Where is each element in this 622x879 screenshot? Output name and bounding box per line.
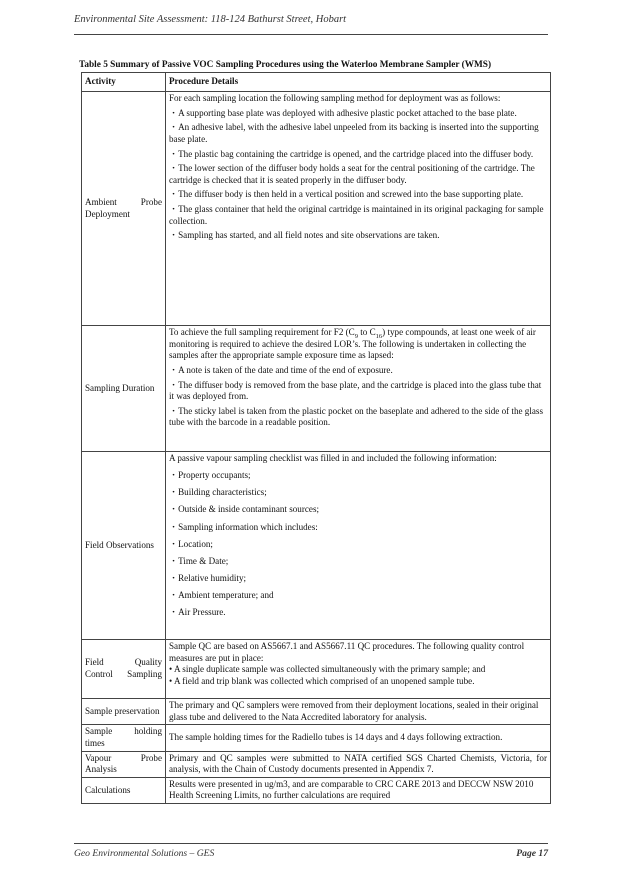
activity-cell: Ambient Probe Deployment — [82, 92, 166, 326]
procedure-cell: The sample holding times for the Radiello tubes is 14 days and 4 days following extraction. — [166, 725, 551, 751]
activity-cell: Calculations — [82, 777, 166, 803]
list-item: ・Property occupants; — [169, 470, 251, 481]
table-row — [82, 326, 551, 452]
list-item: • A single duplicate sample was collected simultaneously with the primary sample; and — [169, 664, 486, 675]
activity-cell: Sampling Duration — [82, 326, 166, 452]
activity-cell: Sample holding times — [82, 725, 166, 751]
procedure-cell — [166, 92, 551, 326]
list-item: ・Building characteristics; — [169, 487, 267, 498]
activity-cell: Vapour Probe Analysis — [82, 751, 166, 777]
procedure-cell — [166, 640, 551, 699]
intro-text: ) type compounds, at least one week of air monitoring is required to achieve the desired LOR’s. The following is undertaken in collecting the samples after the appropriate sample exposure time as lapsed: — [169, 327, 536, 361]
running-header: Environmental Site Assessment: 118-124 Bathurst Street, Hobart — [74, 14, 347, 25]
column-header-procedure: Procedure Details — [166, 73, 551, 92]
list-item: ・Sampling has started, and all field notes and site observations are taken. — [169, 230, 440, 241]
list-item: ・An adhesive label, with the adhesive label unpeeled from its backing is inserted into the supporting base plate. — [169, 122, 539, 144]
list-item: ・The sticky label is taken from the plastic pocket on the baseplate and adhered to the side of the glass tube with the barcode in a readable position. — [169, 405, 543, 428]
procedure-intro: For each sampling location the following sampling method for deployment was as follows: — [169, 93, 501, 103]
list-item: ・Relative humidity; — [169, 572, 247, 583]
list-item: ・Outside & inside contaminant sources; — [169, 504, 320, 515]
intro-text: to C — [357, 327, 376, 337]
intro-text: To achieve the full sampling requirement for F2 (C — [169, 327, 355, 337]
procedure-cell: Primary and QC samples were submitted to NATA certified SGS Charted Chemists, Victoria, for analysis, with the Chain of Custody documents presented in Appendix 7. — [166, 751, 551, 777]
procedure-cell: The primary and QC samplers were removed from their deployment locations, sealed in their original glass tube and delivered to the Nata Accredited laboratory for analysis. — [166, 699, 551, 725]
table-row — [82, 92, 551, 326]
list-item: ・Time & Date; — [169, 555, 229, 566]
activity-cell: Field Quality Control Sampling — [82, 640, 166, 699]
procedures-table — [81, 72, 551, 804]
table-row — [82, 699, 551, 725]
table-row — [82, 751, 551, 777]
list-item: ・The lower section of the diffuser body holds a seat for the central positioning of the cartridge. The cartridge is checked that it is seated properly in the diffuser body. — [169, 163, 535, 185]
procedure-intro — [169, 327, 547, 362]
table-row — [82, 725, 551, 751]
list-item: ・Sampling information which includes: — [169, 521, 318, 532]
table-caption: Table 5 Summary of Passive VOC Sampling Procedures using the Waterloo Membrane Sampler (WMS) — [79, 60, 492, 70]
table-header-row — [82, 73, 551, 92]
list-item: ・The plastic bag containing the cartridge is opened, and the cartridge placed into the diffuser body. — [169, 148, 534, 159]
page-number: Page 17 — [516, 848, 548, 859]
table-row — [82, 452, 551, 640]
table-row — [82, 640, 551, 699]
procedure-cell: Results were presented in ug/m3, and are comparable to CRC CARE 2013 and DECCW NSW 2010 Health Screening Limits, no further calculations are required — [166, 777, 551, 803]
list-item: ・Location; — [169, 538, 213, 549]
procedure-intro: Sample QC are based on AS5667.1 and AS5667.11 QC procedures. The following quality control measures are put in place: — [169, 641, 525, 663]
footer-divider — [74, 843, 548, 844]
subscript: 9 — [354, 332, 358, 340]
procedure-cell — [166, 452, 551, 640]
table-row — [82, 777, 551, 803]
footer-company: Geo Environmental Solutions – GES — [74, 848, 215, 859]
list-item: • A field and trip blank was collected which comprised of an unopened sample tube. — [169, 675, 475, 686]
list-item: ・A supporting base plate was deployed with adhesive plastic pocket attached to the base plate. — [169, 107, 517, 118]
running-footer — [74, 848, 548, 859]
procedure-intro: A passive vapour sampling checklist was filled in and included the following information: — [169, 453, 497, 463]
header-divider — [74, 34, 548, 35]
activity-cell: Field Observations — [82, 452, 166, 640]
list-item: ・A note is taken of the date and time of the end of exposure. — [169, 364, 393, 375]
list-item: ・The diffuser body is removed from the base plate, and the cartridge is placed into the glass tube that it was deployed from. — [169, 379, 542, 402]
procedure-cell — [166, 326, 551, 452]
list-item: ・The glass container that held the original cartridge is maintained in its original packaging for sample collection. — [169, 204, 544, 226]
subscript: 16 — [375, 332, 383, 340]
column-header-activity: Activity — [82, 73, 166, 92]
list-item: ・Air Pressure. — [169, 607, 226, 618]
activity-cell: Sample preservation — [82, 699, 166, 725]
list-item: ・The diffuser body is then held in a vertical position and screwed into the base supporting plate. — [169, 189, 524, 200]
list-item: ・Ambient temperature; and — [169, 590, 274, 600]
